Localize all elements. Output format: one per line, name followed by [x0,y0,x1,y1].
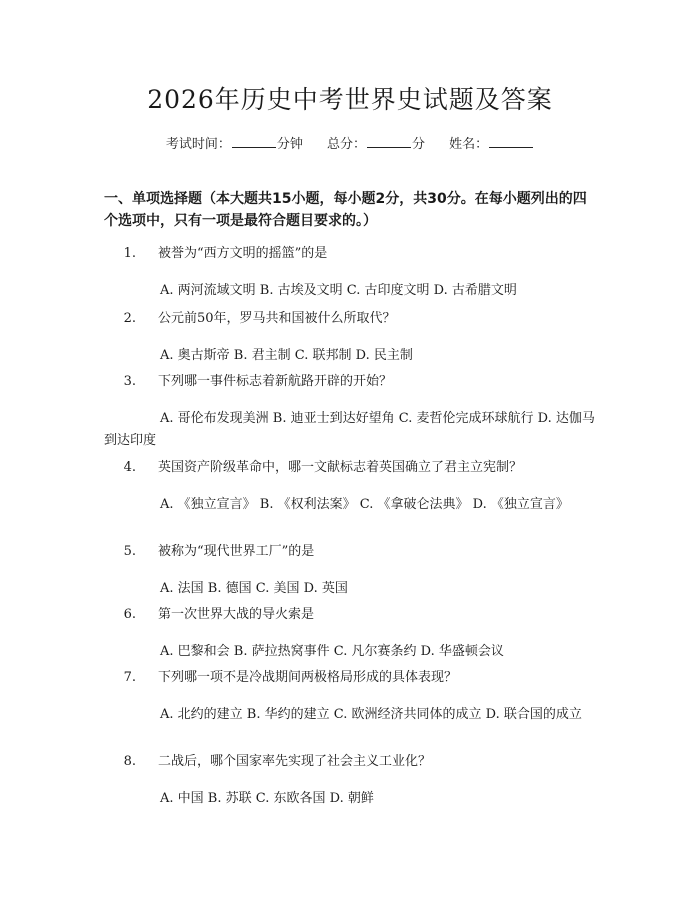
question-stem [104,605,596,625]
question-number: 4. [123,460,136,475]
question-number: 6. [123,607,136,622]
question-options: A. 巴黎和会 B. 萨拉热窝事件 C. 凡尔赛条约 D. 华盛顿会议 [160,644,504,659]
question-stem [104,668,596,688]
question-options: A. 两河流域文明 B. 古埃及文明 C. 古印度文明 D. 古希腊文明 [160,283,517,298]
question-text: 下列哪一项不是冷战期间两极格局形成的具体表现？ [158,670,458,685]
question-options: A. 中国 B. 苏联 C. 东欧各国 D. 朝鲜 [160,791,374,806]
name-label: 姓名： [449,137,489,152]
question-number: 7. [123,670,136,685]
section-heading: 一、单项选择题（本大题共15小题，每小题2分，共30分。在每小题列出的四个选项中，只有一项是最符合题目要求的。） [104,191,587,229]
name-blank [489,135,533,148]
question-number: 5. [123,544,136,559]
question-item [104,752,596,810]
question-number: 3. [123,374,136,389]
question-stem [104,458,596,478]
question-stem [104,372,596,392]
score-unit: 分 [412,137,426,152]
score-blank [367,135,411,148]
question-stem [104,309,596,329]
exam-title: 2026年历史中考世界史试题及答案 [147,85,553,114]
question-options: A. 哥伦布发现美洲 B. 迪亚士到达好望角 C. 麦哲伦完成环球航行 D. 达伽马到达印度 [104,411,595,448]
time-field [166,137,307,152]
question-options: A. 北约的建立 B. 华约的建立 C. 欧洲经济共同体的成立 D. 联合国的成立 [160,707,582,722]
question-number: 2. [123,311,136,326]
exam-info-line [0,133,700,152]
question-item [104,605,596,663]
question-text: 被称为“现代世界工厂”的是 [158,544,315,559]
question-item [104,244,596,302]
question-options: A. 《独立宣言》 B. 《权利法案》 C. 《拿破仑法典》 D. 《独立宣言》 [160,497,569,512]
question-number: 8. [123,754,136,769]
question-options: A. 奥古斯帝 B. 君主制 C. 联邦制 D. 民主制 [160,348,413,363]
question-stem [104,752,596,772]
question-text: 被誉为“西方文明的摇篮”的是 [158,246,328,261]
time-blank [232,135,276,148]
question-item [104,542,596,600]
question-text: 公元前50年，罗马共和国被什么所取代？ [158,311,396,326]
question-stem [104,244,596,264]
question-text: 英国资产阶级革命中，哪一文献标志着英国确立了君主立宪制？ [158,460,523,475]
question-stem [104,542,596,562]
question-text: 第一次世界大战的导火索是 [158,607,315,622]
score-label: 总分： [326,137,366,152]
time-unit: 分钟 [276,137,303,152]
question-item [104,458,596,516]
question-number: 1. [123,246,136,261]
question-item [104,372,596,452]
question-text: 二战后，哪个国家率先实现了社会主义工业化？ [158,754,432,769]
question-item [104,668,596,726]
name-field [449,137,534,152]
question-item [104,309,596,367]
question-options: A. 法国 B. 德国 C. 美国 D. 英国 [160,581,348,596]
question-text: 下列哪一事件标志着新航路开辟的开始？ [158,374,393,389]
score-field [327,137,429,152]
time-label: 考试时间： [165,137,231,152]
